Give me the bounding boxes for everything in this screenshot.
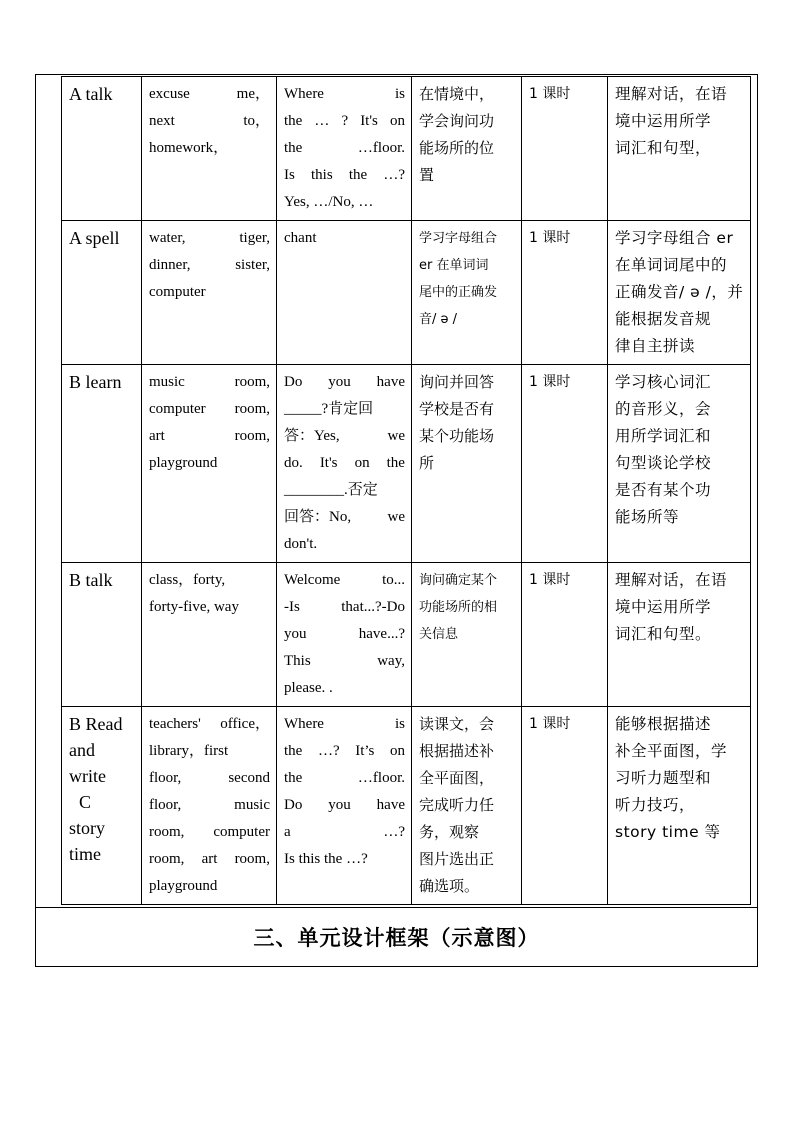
- cell-line: please. .: [284, 680, 333, 696]
- table-row: [62, 563, 751, 707]
- cell-line: 理解对话，在语: [615, 571, 728, 589]
- section-title: 三、单元设计框架（示意图）: [253, 926, 540, 950]
- cell-line: B talk: [69, 570, 113, 590]
- cell-line: the …floor.: [284, 770, 405, 786]
- cell-line: 学校是否有: [419, 400, 495, 418]
- cell-line: ________.否定: [284, 482, 378, 498]
- cell-line: 境中运用所学: [615, 598, 712, 616]
- cell-line: 功能场所的相: [419, 600, 498, 615]
- cell-line: 词汇和句型，: [615, 139, 712, 157]
- cell-line: 全平面图，: [419, 769, 495, 787]
- cell-line: 能场所等: [615, 508, 680, 526]
- cell-line: time: [69, 844, 101, 864]
- cell-line: playground: [149, 878, 218, 894]
- cell-line: 境中运用所学: [615, 112, 712, 130]
- sentence-pattern-cell: [277, 221, 412, 365]
- cell-line: 置: [419, 166, 435, 184]
- cell-line: dinner, sister,: [149, 257, 270, 273]
- goal-cell: [412, 221, 522, 365]
- cell-line: 的音形义，会: [615, 400, 712, 418]
- cell-line: Is this the …?: [284, 167, 405, 183]
- cell-line: music room,: [149, 374, 270, 390]
- table-row: [62, 77, 751, 221]
- cell-line: C: [79, 792, 92, 812]
- cell-line: 学习字母组合: [419, 231, 498, 246]
- vocabulary-cell: [142, 563, 277, 707]
- cell-line: B Read: [69, 714, 123, 734]
- goal-cell: [412, 77, 522, 221]
- aim-cell: [608, 77, 751, 221]
- cell-line: 能根据发音规: [615, 310, 712, 328]
- cell-line: Do you have: [284, 797, 405, 813]
- lesson-cell: [62, 77, 142, 221]
- cell-line: 读课文，会: [419, 715, 495, 733]
- cell-line: 1 课时: [529, 374, 571, 390]
- cell-line: This way,: [284, 653, 405, 669]
- vocabulary-cell: [142, 365, 277, 563]
- lesson-cell: [62, 221, 142, 365]
- cell-line: Where is: [284, 716, 405, 732]
- cell-line: the …floor.: [284, 140, 405, 156]
- cell-line: teachers' office，: [149, 716, 270, 732]
- table-row: [62, 221, 751, 365]
- cell-line: room, computer: [149, 824, 270, 840]
- sentence-pattern-cell: [277, 77, 412, 221]
- cell-line: 完成听力任: [419, 796, 495, 814]
- cell-line: 回答：No, we: [284, 509, 405, 525]
- cell-line: 关信息: [419, 627, 459, 642]
- cell-line: homework，: [149, 140, 229, 156]
- cell-line: 1 课时: [529, 230, 571, 246]
- cell-line: Welcome to...: [284, 572, 405, 588]
- lesson-cell: [62, 563, 142, 707]
- cell-line: 询问并回答: [419, 373, 495, 391]
- cell-line: forty-five, way: [149, 599, 239, 615]
- cell-line: Is this the …?: [284, 851, 368, 867]
- cell-line: 学会询问功: [419, 112, 495, 130]
- cell-line: 学习核心词汇: [615, 373, 712, 391]
- sentence-pattern-cell: [277, 365, 412, 563]
- cell-line: 尾中的正确发: [419, 285, 498, 300]
- table-row: [62, 365, 751, 563]
- period-cell: [522, 221, 608, 365]
- period-cell: [522, 563, 608, 707]
- cell-line: _____?肯定回: [284, 401, 374, 417]
- vocabulary-cell: [142, 77, 277, 221]
- cell-line: the …? It’s on: [284, 743, 405, 759]
- aim-cell: [608, 707, 751, 905]
- goal-cell: [412, 707, 522, 905]
- lesson-cell: [62, 365, 142, 563]
- cell-line: do. It's on the: [284, 455, 405, 471]
- cell-line: 是否有某个功: [615, 481, 712, 499]
- cell-line: you have...?: [284, 626, 405, 642]
- cell-line: 音/ ə /: [419, 312, 458, 327]
- cell-line: excuse me，: [149, 86, 270, 102]
- cell-line: floor, music: [149, 797, 270, 813]
- lesson-plan-table: [61, 76, 751, 905]
- lesson-cell: [62, 707, 142, 905]
- cell-line: A talk: [69, 84, 113, 104]
- cell-line: 确选项。: [419, 877, 480, 895]
- cell-line: A spell: [69, 228, 120, 248]
- cell-line: Where is: [284, 86, 405, 102]
- cell-line: 补全平面图，学: [615, 742, 728, 760]
- cell-line: a …?: [284, 824, 405, 840]
- cell-line: art room,: [149, 428, 270, 444]
- cell-line: 某个功能场: [419, 427, 495, 445]
- period-cell: [522, 365, 608, 563]
- cell-line: 律自主拼读: [615, 337, 696, 355]
- cell-line: 在情境中，: [419, 85, 495, 103]
- cell-line: room, art room,: [149, 851, 270, 867]
- cell-line: the … ? It's on: [284, 113, 405, 129]
- goal-cell: [412, 563, 522, 707]
- cell-line: 句型谈论学校: [615, 454, 712, 472]
- cell-line: Do you have: [284, 374, 405, 390]
- cell-line: 询问确定某个: [419, 573, 498, 588]
- table-row: [62, 707, 751, 905]
- cell-line: B learn: [69, 372, 122, 392]
- cell-line: story: [69, 818, 105, 838]
- cell-line: 根据描述补: [419, 742, 495, 760]
- cell-line: 词汇和句型。: [615, 625, 712, 643]
- cell-line: don't.: [284, 536, 318, 552]
- cell-line: 正确发音/ ə /，并: [615, 283, 744, 301]
- cell-line: 能场所的位: [419, 139, 495, 157]
- cell-line: 习听力题型和: [615, 769, 712, 787]
- cell-line: 务，观察: [419, 823, 480, 841]
- cell-line: 听力技巧，: [615, 796, 696, 814]
- sentence-pattern-cell: [277, 563, 412, 707]
- cell-line: playground: [149, 455, 218, 471]
- cell-line: -Is that...?-Do: [284, 599, 405, 615]
- cell-line: library，first: [149, 743, 229, 759]
- cell-line: 图片选出正: [419, 850, 495, 868]
- period-cell: [522, 707, 608, 905]
- cell-line: 1 课时: [529, 86, 571, 102]
- period-cell: [522, 77, 608, 221]
- cell-line: 1 课时: [529, 716, 571, 732]
- cell-line: class，forty,: [149, 572, 226, 588]
- cell-line: 能够根据描述: [615, 715, 712, 733]
- cell-line: computer room,: [149, 401, 270, 417]
- cell-line: and: [69, 740, 95, 760]
- aim-cell: [608, 365, 751, 563]
- aim-cell: [608, 221, 751, 365]
- cell-line: write: [69, 766, 106, 786]
- cell-line: 用所学词汇和: [615, 427, 712, 445]
- cell-line: water, tiger,: [149, 230, 270, 246]
- cell-line: 理解对话，在语: [615, 85, 728, 103]
- cell-line: 学习字母组合 er: [615, 229, 734, 247]
- cell-line: Yes, …/No, …: [284, 194, 374, 210]
- vocabulary-cell: [142, 221, 277, 365]
- cell-line: floor, second: [149, 770, 270, 786]
- cell-line: computer: [149, 284, 206, 300]
- cell-line: next to，: [149, 113, 270, 129]
- cell-line: 所: [419, 454, 435, 472]
- vocabulary-cell: [142, 707, 277, 905]
- cell-line: 答：Yes, we: [284, 428, 405, 444]
- cell-line: er 在单词词: [419, 258, 489, 273]
- cell-line: 1 课时: [529, 572, 571, 588]
- cell-line: 在单词词尾中的: [615, 256, 728, 274]
- cell-line: chant: [284, 230, 317, 246]
- goal-cell: [412, 365, 522, 563]
- aim-cell: [608, 563, 751, 707]
- sentence-pattern-cell: [277, 707, 412, 905]
- cell-line: story time 等: [615, 823, 721, 841]
